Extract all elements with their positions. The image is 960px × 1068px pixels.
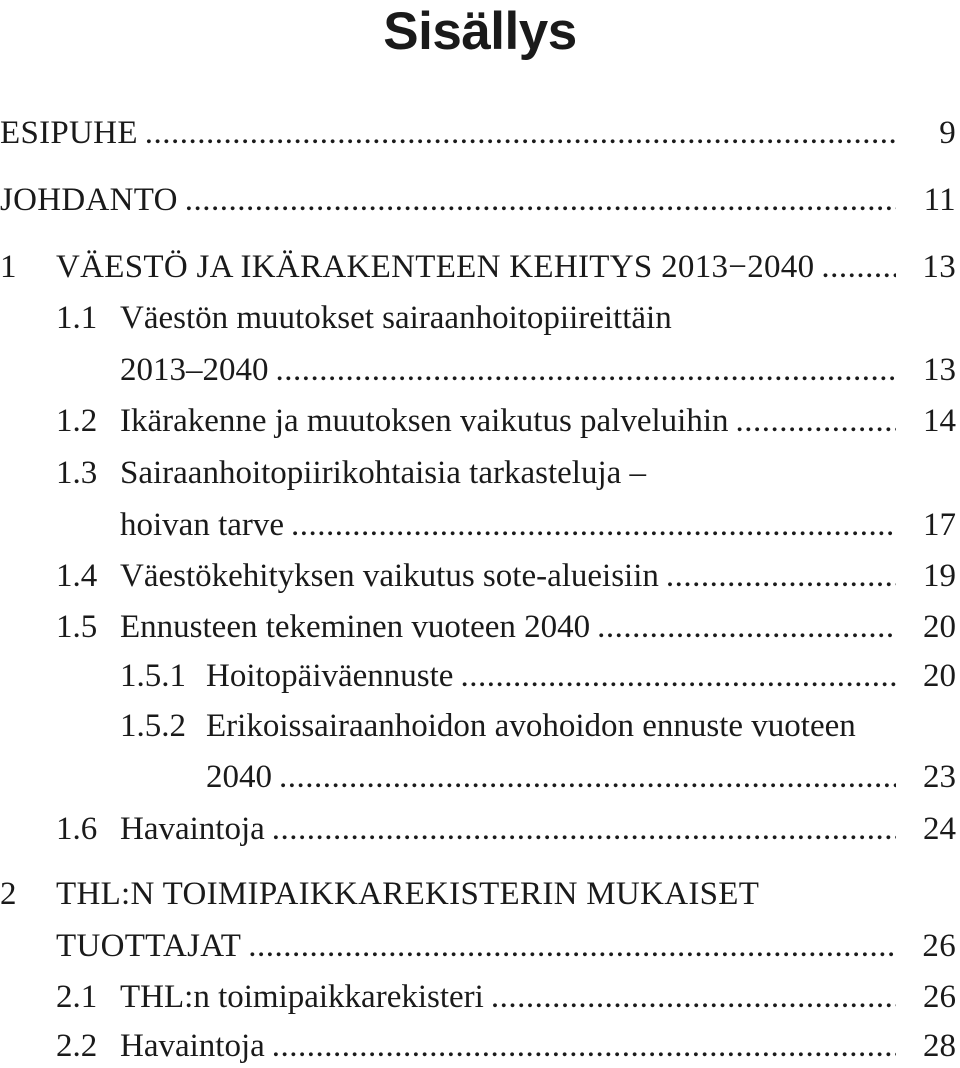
toc-entry-title: Erikoissairaanhoidon avohoidon ennuste vuoteen: [206, 708, 856, 744]
toc-page-number: 9: [939, 115, 956, 151]
toc-page-number: 20: [923, 658, 956, 694]
toc-page-number: 26: [922, 928, 956, 964]
dot-leader: [821, 247, 896, 287]
toc-entry-title: Ennusteen tekeminen vuoteen 2040: [120, 609, 591, 645]
dot-leader: [291, 505, 896, 545]
toc-entry-text: [56, 926, 896, 966]
toc-entry-title: Hoitopäiväennuste: [206, 658, 454, 694]
toc-entry-title: ESIPUHE: [0, 115, 138, 151]
toc-page-number: 26: [923, 979, 956, 1015]
toc-entry-title: VÄESTÖ JA IKÄRAKENTEEN KEHITYS 2013−2040: [56, 249, 815, 285]
toc-entry-text: [120, 556, 896, 596]
toc-page-number: 28: [923, 1028, 956, 1064]
dot-leader: [272, 1026, 896, 1066]
toc-page-number: 23: [923, 759, 956, 795]
dot-leader: [736, 401, 896, 441]
toc-entry-number: 1.3: [56, 455, 98, 491]
toc-page-number: 13: [922, 249, 956, 285]
dot-leader: [491, 977, 896, 1017]
toc-entry-1-5[interactable]: [0, 607, 960, 647]
toc-entry-title: THL:n toimipaikkarekisteri: [120, 979, 484, 1015]
toc-page-number: 13: [923, 352, 956, 388]
toc-entry-2-1[interactable]: [0, 977, 960, 1017]
toc-entry-title: JOHDANTO: [0, 182, 178, 218]
toc-entry-title: THL:N TOIMIPAIKKAREKISTERIN MUKAISET: [56, 876, 760, 912]
toc-entry-1-5-2-continued[interactable]: [0, 757, 960, 797]
toc-entry-esipuhe[interactable]: [0, 113, 960, 153]
dot-leader: [145, 113, 896, 153]
toc-entry-text: [120, 350, 896, 390]
toc-entry-1-3-continued[interactable]: [0, 505, 960, 545]
dot-leader: [666, 556, 896, 596]
toc-entry-title: Sairaanhoitopiirikohtaisia tarkasteluja –: [120, 455, 647, 491]
toc-entry-number: 1.5: [56, 609, 98, 645]
toc-page-number: 11: [923, 182, 956, 218]
toc-entry-1-3[interactable]: [0, 453, 960, 493]
toc-page-number: 24: [923, 811, 956, 847]
dot-leader: [597, 607, 896, 647]
dot-leader: [460, 656, 896, 696]
toc-page-number: 17: [923, 507, 956, 543]
toc-entry-number: 1.2: [56, 403, 98, 439]
toc-entry-number: 2: [0, 876, 17, 912]
toc-entry-text: [56, 247, 896, 287]
dot-leader: [248, 926, 896, 966]
toc-entry-title-continued: TUOTTAJAT: [56, 928, 242, 964]
toc-entry-1-6[interactable]: [0, 809, 960, 849]
dot-leader: [272, 809, 896, 849]
toc-entry-title: Väestökehityksen vaikutus sote-alueisiin: [120, 558, 659, 594]
toc-entry-chapter-2-continued[interactable]: [0, 926, 960, 966]
toc-entry-title: Ikärakenne ja muutoksen vaikutus palveluihin: [120, 403, 729, 439]
toc-entry-number: 1.6: [56, 811, 98, 847]
toc-page-number: 20: [923, 609, 956, 645]
toc-entry-text: [120, 607, 896, 647]
toc-entry-title: Väestön muutokset sairaanhoitopiireittäin: [120, 300, 672, 336]
toc-entry-title-continued: hoivan tarve: [120, 507, 285, 543]
toc-entry-title: Havaintoja: [120, 1028, 265, 1064]
toc-entry-text: [206, 656, 896, 696]
toc-entry-text: [120, 977, 896, 1017]
dot-leader: [276, 350, 897, 390]
toc-entry-text: [120, 505, 896, 545]
toc-entry-text: [206, 757, 896, 797]
dot-leader: [279, 757, 896, 797]
toc-entry-title: Havaintoja: [120, 811, 265, 847]
toc-entry-text: [0, 180, 896, 220]
toc-page-number: 14: [923, 403, 956, 439]
toc-entry-2-2[interactable]: [0, 1026, 960, 1066]
toc-entry-number: 1.5.2: [120, 708, 186, 744]
toc-entry-1-1-continued[interactable]: [0, 350, 960, 390]
toc-entry-text: [120, 809, 896, 849]
toc-entry-text: [120, 401, 896, 441]
toc-entry-number: 1.1: [56, 300, 98, 336]
page-title: Sisällys: [383, 2, 577, 61]
toc-entry-1-4[interactable]: [0, 556, 960, 596]
toc-entry-number: 1.4: [56, 558, 98, 594]
toc-entry-johdanto[interactable]: [0, 180, 960, 220]
toc-entry-title-continued: 2040: [206, 759, 272, 795]
toc-entry-number: 2.1: [56, 979, 98, 1015]
toc-entry-1-2[interactable]: [0, 401, 960, 441]
toc-entry-text: [120, 1026, 896, 1066]
toc-page-number: 19: [923, 558, 956, 594]
toc-entry-number: 2.2: [56, 1028, 98, 1064]
toc-entry-chapter-1[interactable]: [0, 247, 960, 287]
toc-entry-text: [0, 113, 896, 153]
dot-leader: [185, 180, 896, 220]
toc-entry-1-5-1[interactable]: [0, 656, 960, 696]
toc-entry-number: 1.5.1: [120, 658, 186, 694]
toc-entry-chapter-2[interactable]: [0, 874, 960, 914]
toc-entry-number: 1: [0, 249, 17, 285]
toc-entry-1-1[interactable]: [0, 298, 960, 338]
toc-entry-title-continued: 2013–2040: [120, 352, 269, 388]
toc-entry-1-5-2[interactable]: [0, 706, 960, 746]
